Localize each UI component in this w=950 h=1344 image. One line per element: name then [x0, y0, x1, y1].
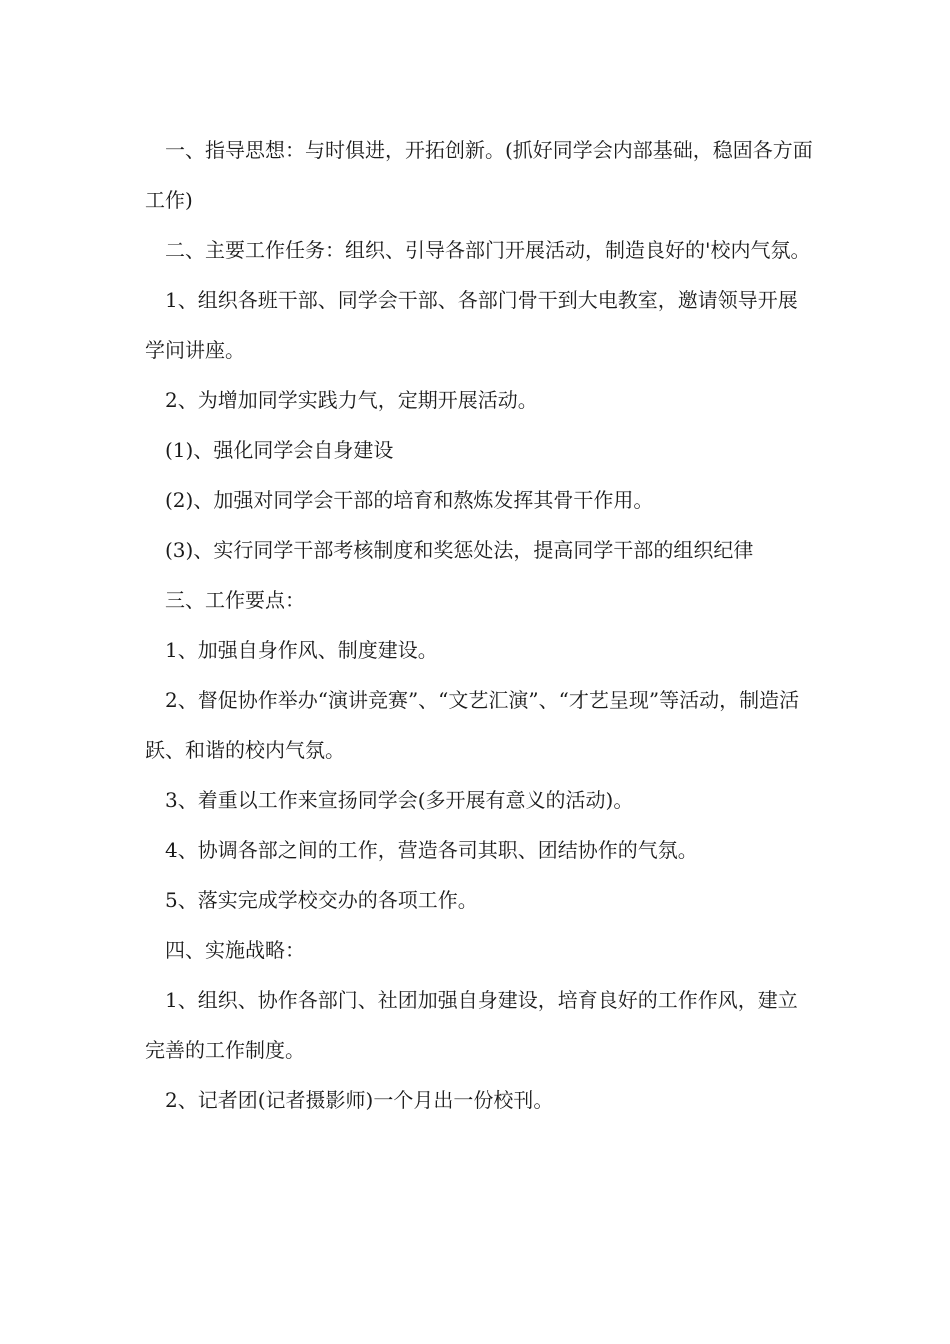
paragraph-point-1: 1、加强自身作风、制度建设。 [165, 638, 438, 662]
paragraph-task-2: 2、为增加同学实践力气，定期开展活动。 [165, 388, 538, 412]
paragraph-point-3: 3、着重以工作来宣扬同学会(多开展有意义的活动)。 [165, 788, 634, 812]
paragraph-point-5: 5、落实完成学校交办的各项工作。 [165, 888, 478, 912]
paragraph-task-1: 1、组织各班干部、同学会干部、各部门骨干到大电教室，邀请领导开展学问讲座。 [145, 288, 798, 362]
paragraph-strategy: 四、实施战略： [165, 938, 305, 962]
paragraph-subtask-1: (1)、强化同学会自身建设 [165, 438, 394, 462]
paragraph-work-points: 三、工作要点： [165, 588, 305, 612]
paragraph-guiding-ideology: 一、指导思想：与时俱进，开拓创新。(抓好同学会内部基础，稳固各方面工作) [145, 138, 813, 212]
paragraph-subtask-2: (2)、加强对同学会干部的培育和熬炼发挥其骨干作用。 [165, 488, 654, 512]
paragraph-subtask-3: (3)、实行同学干部考核制度和奖惩处法，提高同学干部的组织纪律 [165, 538, 754, 562]
paragraph-strategy-1: 1、组织、协作各部门、社团加强自身建设，培育良好的工作作风，建立完善的工作制度。 [145, 988, 798, 1062]
paragraph-point-4: 4、协调各部之间的工作，营造各司其职、团结协作的气氛。 [165, 838, 698, 862]
paragraph-point-2: 2、督促协作举办“演讲竞赛”、“文艺汇演”、“才艺呈现”等活动，制造活跃、和谐的校内气氛。 [145, 688, 800, 762]
paragraph-strategy-2: 2、记者团(记者摄影师)一个月出一份校刊。 [165, 1088, 554, 1112]
document-body [145, 125, 815, 1125]
paragraph-main-tasks: 二、主要工作任务：组织、引导各部门开展活动，制造良好的'校内气氛。 [165, 238, 811, 262]
